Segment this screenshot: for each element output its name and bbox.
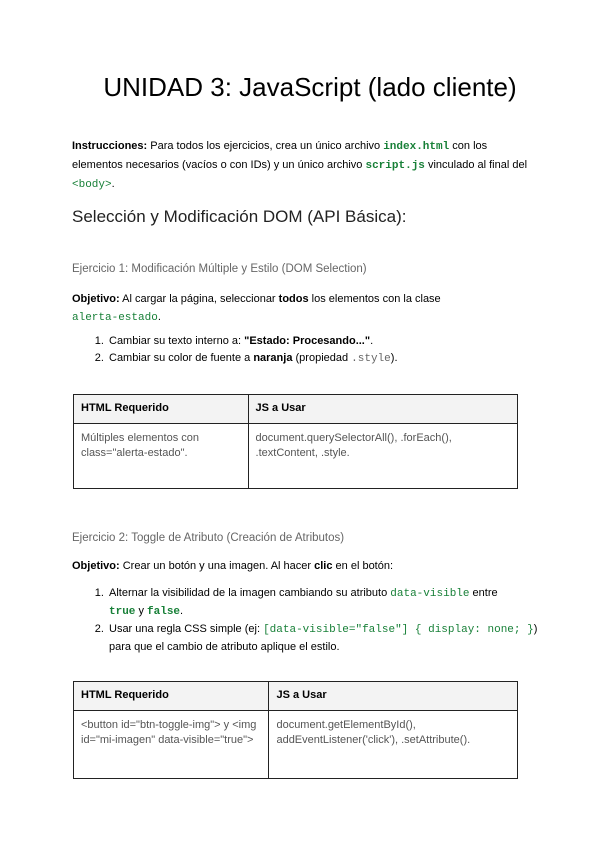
objective-bold: clic [314,560,333,572]
step-text: Alternar la visibilidad de la imagen cambiando su atributo [109,587,391,599]
instructions-text: vinculado al final del [424,159,528,171]
step-text: y [135,605,148,617]
class-name-code: alerta-estado [72,312,158,324]
file-html-code: index.html [383,141,450,153]
css-rule-code: [data-visible="false"] { display: none; } [263,624,534,636]
step-item [107,333,547,350]
step-item [107,585,547,621]
table-row [74,711,518,779]
exercise-2-table [73,681,518,779]
table-row [74,424,518,489]
step-text: . [180,605,184,617]
step-text: Usar una regla CSS simple (ej: [109,623,264,635]
objective-label: Objetivo: [72,293,120,305]
table-header-row [74,395,518,424]
exercise-1-objective [72,290,532,327]
exercise-1-steps [90,333,547,368]
step-bold: naranja [253,352,293,364]
instructions-paragraph [72,137,532,194]
table-header-row [74,682,518,711]
exercise-2-objective [72,557,532,575]
instructions-text: Para todos los ejercicios, crea un único archivo [147,140,384,152]
exercise-2-heading: Ejercicio 2: Toggle de Atributo (Creación de Atributos) [72,532,345,544]
step-text: . [370,335,374,347]
exercise-1-table [73,394,518,489]
false-code: false [147,606,181,618]
attribute-code: data-visible [390,588,470,600]
step-text: (propiedad [292,352,352,364]
table-cell-js: document.getElementById(), addEventListener('click'), .setAttribute(). [269,711,518,779]
step-text: Cambiar su texto interno a: [109,335,245,347]
table-header-js: JS a Usar [248,395,517,424]
objective-label: Objetivo: [72,560,120,572]
objective-text: Crear un botón y una imagen. Al hacer [119,560,315,572]
step-text: ) para que el cambio de atributo aplique el estilo. [109,623,538,653]
table-header-html: HTML Requerido [74,682,269,711]
file-js-code: script.js [365,160,425,172]
table-cell-js: document.querySelectorAll(), .forEach(), .textContent, .style. [248,424,517,489]
body-tag-code: <body> [72,179,112,191]
table-header-js: JS a Usar [269,682,518,711]
step-item [107,621,547,656]
step-text: Cambiar su color de fuente a [109,352,254,364]
instructions-label: Instrucciones: [72,140,148,152]
objective-bold: todos [278,293,309,305]
objective-text: Al cargar la página, seleccionar [119,293,279,305]
true-code: true [109,606,136,618]
section-heading: Selección y Modificación DOM (API Básica): [72,207,407,226]
page-title: UNIDAD 3: JavaScript (lado cliente) [103,72,517,102]
objective-text: en el botón: [332,560,394,572]
exercise-1-heading: Ejercicio 1: Modificación Múltiple y Estilo (DOM Selection) [72,263,367,275]
step-text: entre [469,587,498,599]
instructions-text: con los elementos necesarios (vacíos o con IDs) y un único archivo [72,140,488,171]
objective-text: . [157,311,161,323]
table-header-html: HTML Requerido [74,395,249,424]
step-item [107,350,547,368]
instructions-text: . [111,178,115,190]
step-text: ). [390,352,398,364]
step-bold: "Estado: Procesando..." [244,335,371,347]
style-code: .style [351,353,391,365]
table-cell-html: Múltiples elementos con class="alerta-estado". [74,424,249,489]
table-cell-html: <button id="btn-toggle-img"> y <img id="mi-imagen" data-visible="true"> [74,711,269,779]
exercise-2-steps [90,585,547,656]
objective-text: los elementos con la clase [308,293,441,305]
